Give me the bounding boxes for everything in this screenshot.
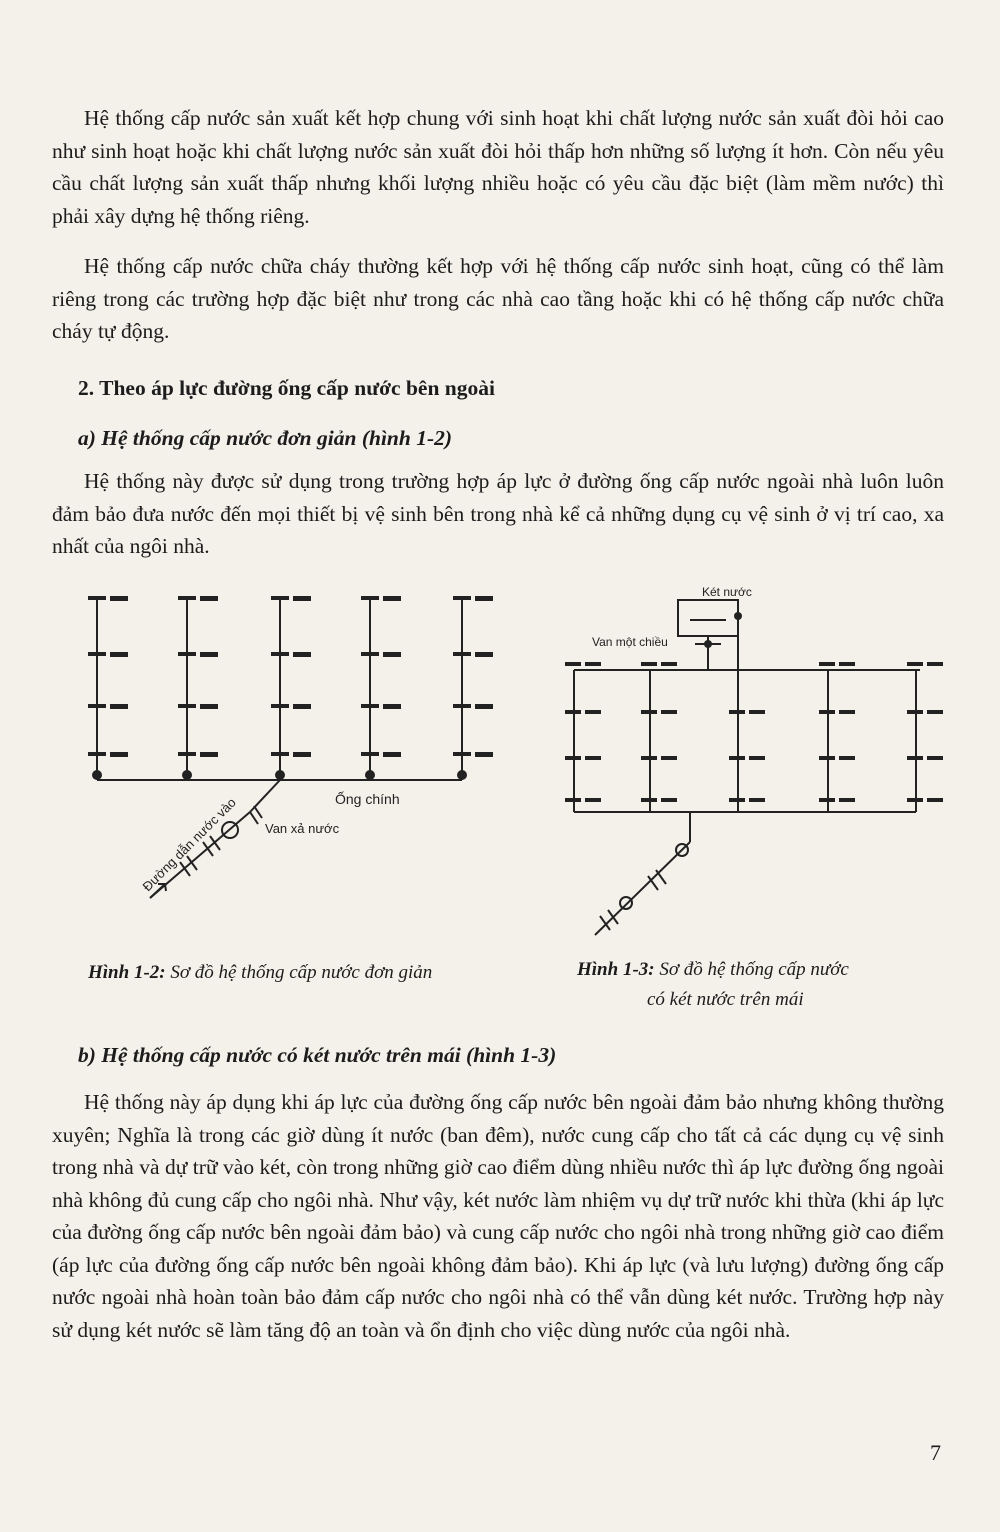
caption-figure-1-3: Hình 1-3: Sơ đồ hệ thống cấp nước <box>577 959 849 980</box>
caption-figure-1-3-line2: có két nước trên mái <box>647 989 804 1010</box>
fixture-row-top <box>88 596 493 600</box>
paragraph-industrial-supply: Hệ thống cấp nước sản xuất kết hợp chung với sinh hoạt khi chất lượng nước sản xuất đòi hỏi cao như sinh hoạt hoặc khi chất lượng nước sản xuất đòi hỏi thấp hơn những số lượng ít hơn. Còn nếu yêu cầu chất lượng sản xuất thấp nhưng khối lượng nhiều hoặc có yêu cầu đặc biệt (làm mềm nước) thì phải xây dựng hệ thống riêng. <box>52 106 944 228</box>
page-number: 7 <box>930 1440 941 1465</box>
paragraph-roof-tank-system: Hệ thống này áp dụng khi áp lực của đường ống cấp nước bên ngoài đảm bảo nhưng không thường xuyên; Nghĩa là trong các giờ dùng ít nước (ban đêm), nước cung cấp cho tất cả các dụng cụ vệ sinh trong nhà và dự trữ vào két, còn trong những giờ cao điểm dùng nhiều nước thì áp lực đường ống ngoài nhà không đủ cung cấp cho ngôi nhà. Như vậy, két nước làm nhiệm vụ dự trữ nước khi thừa (khi áp lực của đường ống cấp nước bên ngoài đảm bảo) và cung cấp nước cho ngôi nhà trong những giờ cao điểm (áp lực của đường ống cấp nước bên ngoài không đảm bảo). Khi áp lực (và lưu lượng) đường ống cấp nước ngoài nhà hoàn toàn bảo đảm cấp nước cho ngôi nhà có thể vẫn dùng két nước. Trường hợp này sử dụng két nước sẽ làm tăng độ an toàn và ổn định cho việc dùng nước của ngôi nhà. <box>52 1090 944 1342</box>
label-main-pipe: Ống chính <box>335 791 400 807</box>
figure-roof-tank-diagram <box>540 580 980 950</box>
paragraph-simple-system: Hệ thống này được sử dụng trong trường hợp áp lực ở đường ống cấp nước ngoài nhà luôn luôn đảm bảo đưa nước đến mọi thiết bị vệ sinh bên trong nhà kể cả những dụng cụ vệ sinh ở vị trí cao, xa nhất của ngôi nhà. <box>52 469 944 558</box>
label-check-valve: Van một chiều <box>592 635 668 649</box>
figure-simple-system-diagram <box>0 580 540 910</box>
paragraph-fire-supply: Hệ thống cấp nước chữa cháy thường kết hợp với hệ thống cấp nước sinh hoạt, cũng có thể làm riêng trong các trường hợp đặc biệt như trong các nhà cao tầng hoặc khi có hệ thống cấp nước chữa cháy tự động. <box>52 254 944 343</box>
section-heading: 2. Theo áp lực đường ống cấp nước bên ngoài <box>78 376 495 400</box>
caption-figure-1-2: Hình 1-2: Sơ đồ hệ thống cấp nước đơn giản <box>88 962 433 983</box>
subheading-simple-system: a) Hệ thống cấp nước đơn giản (hình 1-2) <box>78 426 453 450</box>
label-roof-tank: Két nước <box>702 585 752 599</box>
label-drain-valve: Van xả nước <box>265 821 340 836</box>
subheading-roof-tank-system: b) Hệ thống cấp nước có két nước trên mái (hình 1-3) <box>78 1043 557 1067</box>
label-inlet-pipe: Đường dẫn nước vào <box>139 794 239 895</box>
roof-tank <box>678 600 738 636</box>
